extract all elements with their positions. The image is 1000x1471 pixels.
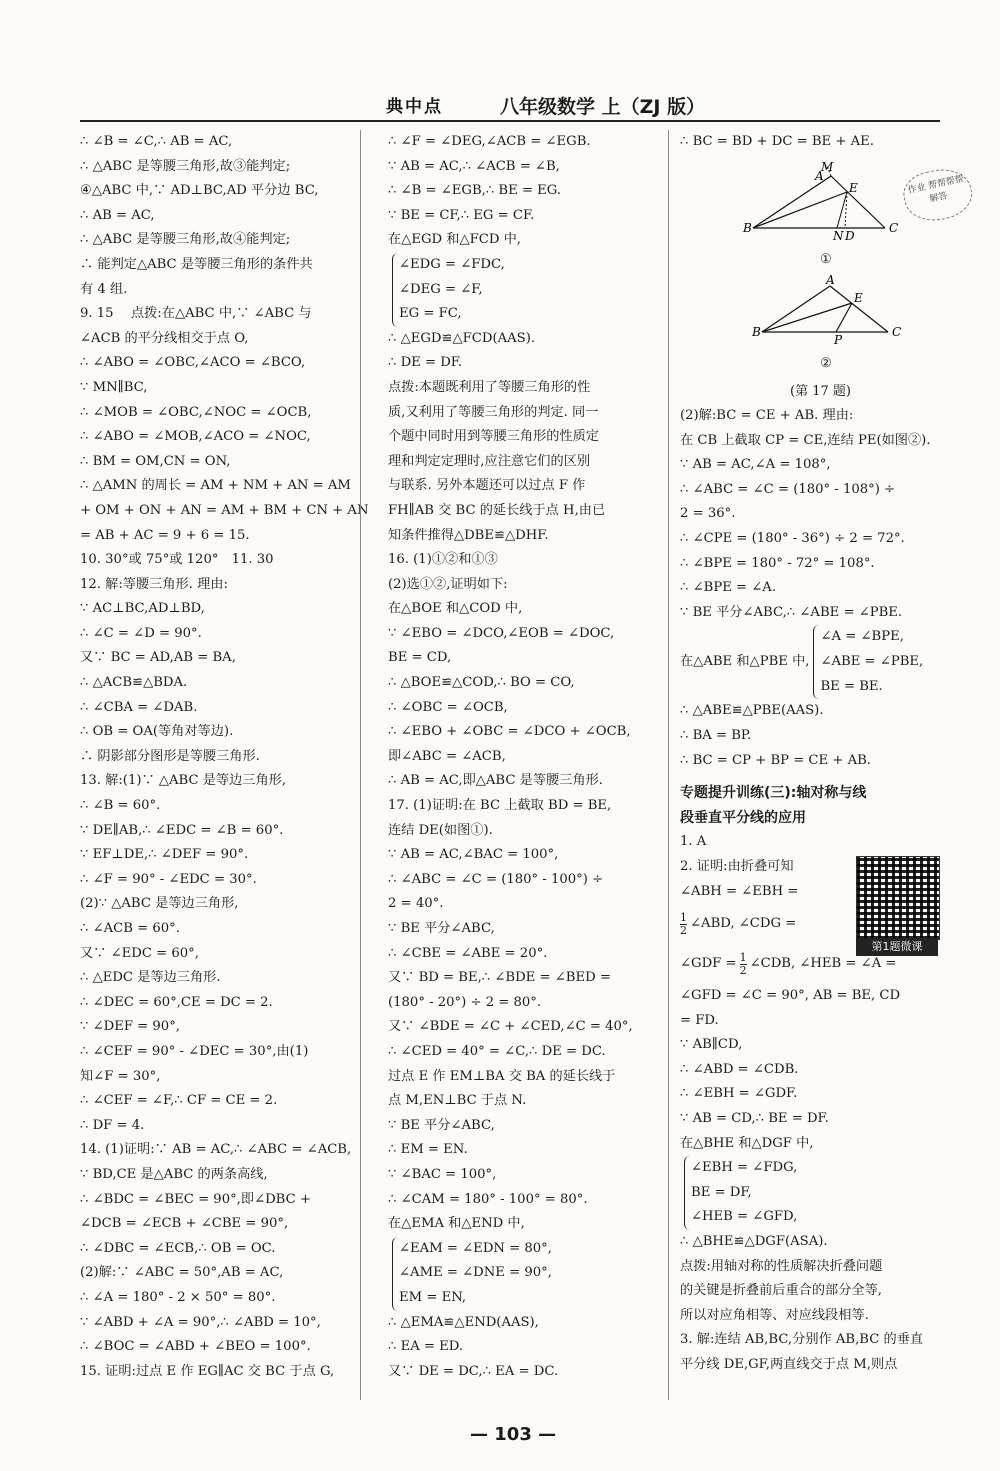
text-line: ④△ABC 中,∵ AD⊥BC,AD 平分边 BC, xyxy=(80,183,319,199)
text-line: ∵ BE 平分∠ABC,∴ ∠ABE = ∠PBE. xyxy=(680,604,903,620)
equation-brace xyxy=(392,253,505,327)
section-title: 专题提升训练(三):轴对称与线 段垂直平分线的应用 xyxy=(680,785,867,826)
text-line: ∴ ∠BOC = ∠ABD + ∠BEO = 100°. xyxy=(80,1339,311,1355)
stamp: 作业 帮帮帮帮 解答 xyxy=(900,163,977,226)
text-line: ∵ ∠DEF = 90°, xyxy=(80,1019,180,1035)
text-line: ∴ ∠CAM = 180° - 100° = 80°. xyxy=(388,1191,588,1207)
text-line: 在△BHE 和△DGF 中, xyxy=(680,1135,814,1151)
text-line: ∴ ∠CEF = ∠F,∴ CF = CE = 2. xyxy=(80,1093,278,1109)
text-line: 知∠F = 30°, xyxy=(80,1068,161,1084)
text-line: ∵ BE 平分∠ABC, xyxy=(388,1117,495,1133)
figure-2-label: ② xyxy=(820,356,832,371)
text-line: (2)选①②,证明如下: xyxy=(388,576,508,592)
text-line: ∠ABH = ∠EBH = xyxy=(680,883,799,899)
text-line: ∴ ∠A = 180° - 2 × 50° = 80°. xyxy=(80,1289,276,1305)
text-line: 所以对应角相等、对应线段相等. xyxy=(680,1307,869,1323)
text-line: ∴ ∠EBH = ∠GDF. xyxy=(680,1086,798,1102)
text-line: 在 CB 上截取 CP = CE,连结 PE(如图②). xyxy=(680,432,931,448)
text-line: ∴ △AMN 的周长 = AM + NM + AN = AM xyxy=(80,478,351,494)
text-line: 10. 30°或 75°或 120° 11. 30 xyxy=(80,552,274,568)
equation-line: ∠EAM = ∠EDN = 80°, xyxy=(399,1240,552,1256)
text-line: (2)解:BC = CE + AB. 理由: xyxy=(680,408,854,423)
figure-caption: (第 17 题) xyxy=(790,384,851,399)
text-line: 2 = 36°. xyxy=(680,506,736,522)
equation-line: BE = BE. xyxy=(820,678,883,694)
text-line: ∴ ∠OBC = ∠OCB, xyxy=(388,699,508,715)
figure-17-1 xyxy=(745,162,905,246)
fig2-point-P: P xyxy=(834,333,843,347)
text-line: ∴ ∠CBE = ∠ABE = 20°. xyxy=(388,945,548,961)
equation-line: ∠A = ∠BPE, xyxy=(820,629,904,645)
text-line: ∴ DE = DF. xyxy=(388,355,463,371)
text-line: 12. 解:等腰三角形. 理由: xyxy=(80,576,228,592)
text-line: ∵ EF⊥DE,∴ ∠DEF = 90°. xyxy=(80,847,249,863)
text-line: 14. (1)证明:∵ AB = AC,∴ ∠ABC = ∠ACB, xyxy=(80,1142,352,1158)
text-line: ∵ AC⊥BC,AD⊥BD, xyxy=(80,601,205,617)
text-line: ∴ BA = BP. xyxy=(680,727,752,743)
text-line: 17. (1)证明:在 BC 上截取 BD = BE, xyxy=(388,798,612,814)
column-1 xyxy=(80,130,369,1384)
text-line: 又∵ BC = AD,AB = BA, xyxy=(80,650,236,666)
text-line: ∵ AB = AC,∠BAC = 100°, xyxy=(388,847,559,863)
text-line: ∴ ∠CPE = (180° - 36°) ÷ 2 = 72°. xyxy=(680,530,905,546)
text-line: 3. 解:连结 AB,BC,分别作 AB,BC 的垂直 xyxy=(680,1332,924,1348)
text-line: ∴ 能判定△ABC 是等腰三角形的条件共 xyxy=(80,256,313,272)
text-line: 在△EMA 和△END 中, xyxy=(388,1216,525,1232)
text-line: 点 M,EN⊥BC 于点 N. xyxy=(388,1093,527,1109)
text-line: ∴ BC = BD + DC = BE + AE. xyxy=(680,134,874,149)
text-line: 理和判定定理时,应注意它们的区别 xyxy=(388,453,591,469)
text-line: ∴ ∠EBO + ∠OBC = ∠DCO + ∠OCB, xyxy=(388,724,631,740)
text-line: 知条件推得△DBE≌△DHF. xyxy=(388,527,549,543)
text-line: ∠GDF = xyxy=(680,955,737,971)
page-header xyxy=(80,88,940,122)
text-line: 与联系. 另外本题还可以过点 F 作 xyxy=(388,478,586,494)
text-line: ∵ ∠ABD + ∠A = 90°,∴ ∠ABD = 10°, xyxy=(80,1314,321,1330)
text-line: ∴ ∠B = ∠C,∴ AB = AC, xyxy=(80,134,233,149)
equation-line: ∠EBH = ∠FDG, xyxy=(691,1160,798,1176)
equation-line: EG = FC, xyxy=(399,306,462,322)
fig1-point-E: E xyxy=(849,181,858,195)
book-title: 八年级数学 上（ZJ 版） xyxy=(500,96,706,118)
equation-line: ∠DEG = ∠F, xyxy=(399,281,483,297)
text-line: 即∠ABC = ∠ACB, xyxy=(388,748,506,764)
text-line: ∴ BC = CP + BP = CE + AB. xyxy=(680,752,871,768)
text-line: ∴ △BOE≌△COD,∴ BO = CO, xyxy=(388,675,575,691)
text-line: = AB + AC = 9 + 6 = 15. xyxy=(80,527,250,543)
figure-17-2 xyxy=(752,273,912,350)
text-line: ∴ ∠F = ∠DEG,∠ACB = ∠EGB. xyxy=(388,134,591,149)
text-line: ∠DCB = ∠ECB + ∠CBE = 90°, xyxy=(80,1216,289,1232)
text-line: (2)解:∵ ∠ABC = 50°,AB = AC, xyxy=(80,1265,284,1281)
text-line: 又∵ ∠BDE = ∠C + ∠CED,∠C = 40°, xyxy=(388,1019,633,1035)
text-line: 连结 DE(如图①). xyxy=(388,822,493,838)
text-line: = FD. xyxy=(680,1012,719,1028)
text-line: ∵ DE∥AB,∴ ∠EDC = ∠B = 60°. xyxy=(80,822,284,838)
text-line: ∴ △ABE≌△PBE(AAS). xyxy=(680,703,824,719)
text-line: ∠GFD = ∠C = 90°, AB = BE, CD xyxy=(680,988,901,1004)
text-line: ∴ △EGD≌△FCD(AAS). xyxy=(388,330,536,346)
text-line: ∴ ∠B = 60°. xyxy=(80,798,161,814)
text-line: 个题中同时用到等腰三角形的性质定 xyxy=(388,429,599,445)
fig1-point-M: M xyxy=(821,160,834,174)
text-line: 质,又利用了等腰三角形的判定. 同一 xyxy=(388,404,599,420)
text-line: ∴ △ABC 是等腰三角形,故④能判定; xyxy=(80,232,291,248)
text-line: 9. 15 点拨:在△ABC 中,∵ ∠ABC 与 xyxy=(80,306,312,322)
qr-label: 第1题微课 xyxy=(856,938,938,956)
text-line: 2. 证明:由折叠可知 xyxy=(680,858,794,874)
fig2-point-B: B xyxy=(752,325,761,339)
fig1-point-B: B xyxy=(743,221,752,235)
equation-brace xyxy=(813,625,923,699)
text-line: ∴ ∠ABC = ∠C = (180° - 100°) ÷ xyxy=(388,871,604,887)
column-divider xyxy=(668,130,669,1400)
text-line: ∴ DF = 4. xyxy=(80,1117,145,1133)
text-line: 2 = 40°. xyxy=(388,896,444,912)
equation-line: ∠HEB = ∠GFD, xyxy=(691,1209,798,1225)
text-line: ∴ AB = AC, xyxy=(80,207,155,223)
text-line: 过点 E 作 EM⊥BA 交 BA 的延长线于 xyxy=(388,1068,616,1084)
equation-line: EM = EN, xyxy=(399,1289,467,1305)
text-line: ∴ △ABC 是等腰三角形,故③能判定; xyxy=(80,158,291,174)
text-line: ∴ ∠C = ∠D = 90°. xyxy=(80,625,202,641)
equation-line: ∠AME = ∠DNE = 90°, xyxy=(399,1265,552,1281)
text-line: ∴ ∠F = 90° - ∠EDC = 30°. xyxy=(80,871,257,887)
text-line: ∴ ∠ACB = 60°. xyxy=(80,921,180,936)
text-line: BE = CD, xyxy=(388,650,452,666)
text-line: ∵ ∠BAC = 100°, xyxy=(388,1166,497,1182)
text-line: + OM + ON + AN = AM + BM + CN + AN xyxy=(80,502,369,518)
equation-brace xyxy=(392,1237,552,1311)
text-line: ∴ BM = OM,CN = ON, xyxy=(80,453,231,469)
text-line: ∴ ∠CEF = 90° - ∠DEC = 30°,由(1) xyxy=(80,1043,309,1059)
text-line: ∴ EM = EN. xyxy=(388,1142,468,1158)
text-line: ∴ ∠ABC = ∠C = (180° - 108°) ÷ xyxy=(680,481,896,497)
equation-line: ∠ABE = ∠PBE, xyxy=(820,654,924,670)
text-line: 又∵ DE = DC,∴ EA = DC. xyxy=(388,1363,559,1379)
fig1-point-D: D xyxy=(845,229,855,243)
text-line: ∴ △ACB≌△BDA. xyxy=(80,675,188,691)
fig1-point-A: A xyxy=(815,169,824,183)
text-line: ∴ ∠B = ∠EGB,∴ BE = EG. xyxy=(388,183,562,199)
text-line: ∴ ∠ABD = ∠CDB. xyxy=(680,1061,799,1077)
text-line: ∴ OB = OA(等角对等边). xyxy=(80,724,234,740)
column-divider xyxy=(360,130,361,1400)
equation-line: ∠EDG = ∠FDC, xyxy=(399,256,505,272)
text-line: ∴ ∠DBC = ∠ECB,∴ OB = OC. xyxy=(80,1240,276,1256)
text-line: ∵ AB = CD,∴ BE = DF. xyxy=(680,1111,829,1127)
text-line: (180° - 20°) ÷ 2 = 80°. xyxy=(388,994,542,1010)
text-line: (2)∵ △ABC 是等边三角形, xyxy=(80,896,239,912)
text-line: 16. (1)①②和①③ xyxy=(388,552,498,568)
text-line: ∵ BE = CF,∴ EG = CF. xyxy=(388,207,535,223)
text-line: 又∵ ∠EDC = 60°, xyxy=(80,945,199,961)
text-line: 又∵ BD = BE,∴ ∠BDE = ∠BED = xyxy=(388,970,611,986)
fig2-point-E: E xyxy=(854,291,863,305)
text-line: 平分线 DE,GF,两直线交于点 M,则点 xyxy=(680,1357,898,1372)
text-line: ∵ ∠EBO = ∠DCO,∠EOB = ∠DOC, xyxy=(388,625,615,641)
text-line: ∵ MN∥BC, xyxy=(80,379,148,395)
column-2 xyxy=(388,130,653,1384)
text-line: ∵ AB = AC,∠A = 108°, xyxy=(680,457,831,473)
figure-1-label: ① xyxy=(820,252,832,267)
fig2-point-C: C xyxy=(892,325,902,339)
text-line: 15. 证明:过点 E 作 EG∥AC 交 BC 于点 G, xyxy=(80,1363,335,1379)
text-line: 在△EGD 和△FCD 中, xyxy=(388,232,521,248)
text-line: ∴ AB = AC,即△ABC 是等腰三角形. xyxy=(388,773,603,789)
page-number: — 103 — xyxy=(470,1424,557,1445)
text-line: ∴ ∠DEC = 60°,CE = DC = 2. xyxy=(80,994,273,1010)
fraction: $\frac{1}{2}$ xyxy=(739,950,747,977)
text-line: ∵ AB = AC,∴ ∠ACB = ∠B, xyxy=(388,158,560,174)
text-line: ∠ABD, ∠CDG = xyxy=(690,915,797,931)
text-line: ∠ACB 的平分线相交于点 O, xyxy=(80,330,249,346)
text-line: ∵ BE 平分∠ABC, xyxy=(388,921,495,936)
text-line: ∴ ∠BDC = ∠BEC = 90°,即∠DBC + xyxy=(80,1191,311,1207)
text-line: 点拨:本题既利用了等腰三角形的性 xyxy=(388,379,591,395)
text-line: ∴ ∠BPE = 180° - 72° = 108°. xyxy=(680,555,875,571)
text-line: ∠CDB, ∠HEB = ∠A = xyxy=(749,955,897,971)
text-line: ∵ AB∥CD, xyxy=(680,1037,743,1053)
equation-line: BE = DF, xyxy=(691,1184,752,1200)
brace-prefix: 在△ABE 和△PBE 中, xyxy=(680,654,810,670)
text-line: ∴ ∠BPE = ∠A. xyxy=(680,580,777,596)
text-line: ∴ ∠ABO = ∠OBC,∠ACO = ∠BCO, xyxy=(80,355,306,371)
text-line: FH∥AB 交 BC 的延长线于点 H,由已 xyxy=(388,502,606,518)
text-line: 有 4 组. xyxy=(80,281,128,297)
fig1-point-C: C xyxy=(889,221,899,235)
text-line: 点拨:用轴对称的性质解决折叠问题 xyxy=(680,1258,883,1274)
text-line: ∵ BD,CE 是△ABC 的两条高线, xyxy=(80,1166,268,1182)
text-line: 在△BOE 和△COD 中, xyxy=(388,601,523,617)
brand-logo: 典中点 xyxy=(386,97,443,117)
text-line: 13. 解:(1)∵ △ABC 是等边三角形, xyxy=(80,773,287,789)
text-line: ∴ 阴影部分图形是等腰三角形. xyxy=(80,748,260,764)
text-line: ∴ △EMA≌△END(AAS), xyxy=(388,1314,539,1330)
text-line: ∴ ∠ABO = ∠MOB,∠ACO = ∠NOC, xyxy=(80,429,311,445)
text-line: 1. A xyxy=(680,834,707,850)
text-line: ∴ ∠CED = 40° = ∠C,∴ DE = DC. xyxy=(388,1043,606,1059)
text-line: ∴ EA = ED. xyxy=(388,1339,464,1355)
text-line: ∴ △BHE≌△DGF(ASA). xyxy=(680,1234,828,1250)
fig2-point-A: A xyxy=(826,273,835,287)
text-line: ∴ ∠CBA = ∠DAB. xyxy=(80,699,198,715)
text-line: ∴ △EDC 是等边三角形. xyxy=(80,970,221,986)
fraction: $\frac{1}{2}$ xyxy=(680,910,687,937)
qr-code[interactable] xyxy=(856,856,940,940)
text-line: 的关键是折叠前后重合的部分全等, xyxy=(680,1283,883,1299)
equation-brace xyxy=(684,1156,797,1230)
column-3 xyxy=(680,130,945,155)
text-line: ∴ ∠MOB = ∠OBC,∠NOC = ∠OCB, xyxy=(80,404,312,420)
fig1-point-N: N xyxy=(833,229,844,243)
